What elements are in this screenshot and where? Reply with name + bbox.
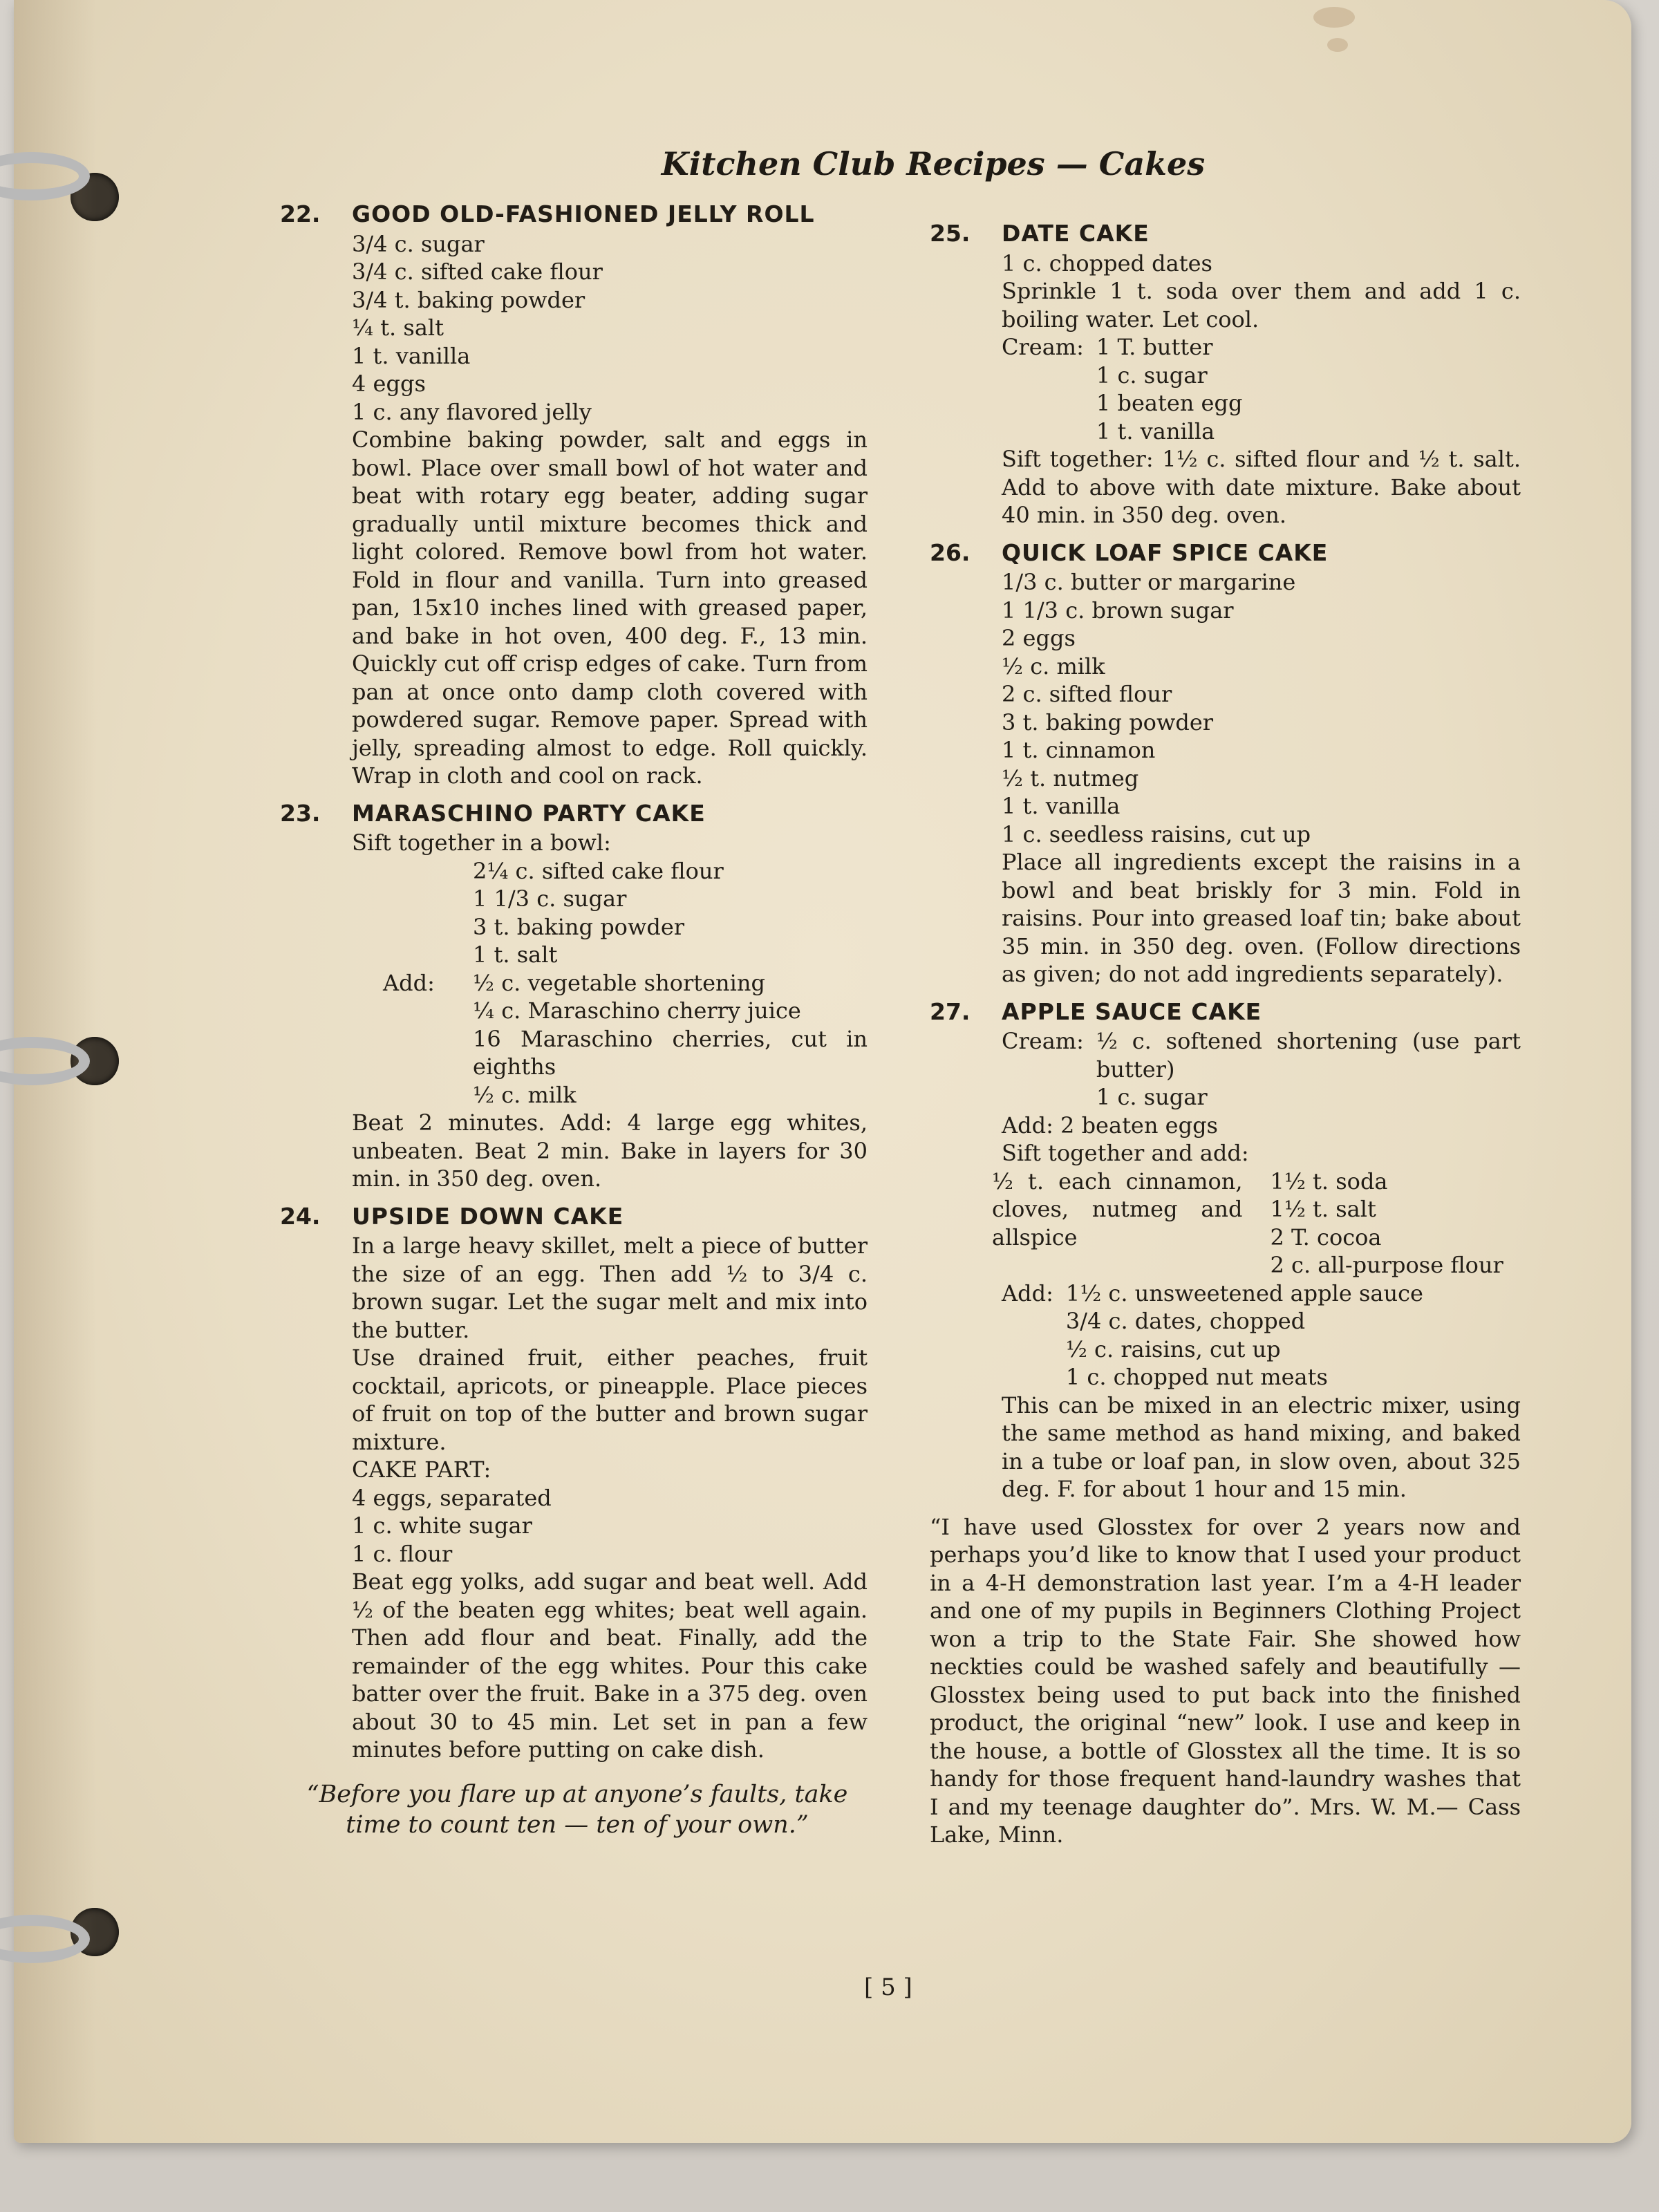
recipe-directions: Place all ingredients except the raisins in a bowl and beat briskly for 3 min. Fold in raisins. Pour into greased loaf tin; bake about 35 min. in 350 deg. oven. (Follow directions as given; do not add ingredients separately).	[1002, 849, 1521, 987]
ingredient: ¼ c. Maraschino cherry juice	[473, 997, 801, 1024]
recipe-directions: Beat egg yolks, add sugar and beat well. Add ½ of the beaten egg whites; beat well again. Then add flour and beat. Finally, add the remainder of the egg whites. Pour this cake batter over the fruit. Bake in a 375 deg. oven about 30 to 45 min. Let set in pan a few minutes before putting on cake dish.	[352, 1568, 868, 1763]
cream-label: Cream:	[1002, 334, 1084, 360]
recipe-22	[280, 200, 868, 790]
ingredient: ½ c. vegetable shortening	[473, 969, 765, 996]
ingredient: 1 t. vanilla	[352, 342, 471, 369]
sift-right-list	[1271, 1168, 1521, 1280]
ingredient: 1 t. vanilla	[1096, 418, 1215, 444]
ingredient: 1 c. flour	[352, 1540, 453, 1567]
cream-block	[1002, 333, 1521, 445]
ingredient: ¼ t. salt	[352, 315, 444, 341]
ingredient: 1 t. vanilla	[1002, 793, 1121, 819]
ingredient: ½ c. raisins, cut up	[1065, 1335, 1281, 1362]
recipe-intro: Sift together in a bowl:	[352, 830, 611, 856]
ingredient: ½ c. milk	[1002, 653, 1105, 679]
add-items	[1066, 1280, 1521, 1391]
ingredient: 1½ c. unsweetened apple sauce	[1065, 1280, 1423, 1306]
section-label: CAKE PART:	[352, 1456, 491, 1483]
recipe-title: GOOD OLD-FASHIONED JELLY ROLL	[352, 200, 815, 227]
ingredient: ½ c. milk	[473, 1081, 577, 1108]
recipe-number: 25.	[930, 220, 971, 247]
add-label: Add:	[383, 969, 435, 996]
ingredient: 1 c. any flavored jelly	[352, 398, 592, 425]
left-column	[280, 200, 868, 1840]
add-label: Add:	[1002, 1280, 1053, 1306]
recipe-number: 24.	[280, 1202, 321, 1230]
recipe-23	[280, 800, 868, 1193]
ingredient: 4 eggs, separated	[352, 1484, 552, 1511]
recipe-number: 23.	[280, 799, 321, 827]
recipe-number: 26.	[930, 538, 971, 566]
recipe-title: APPLE SAUCE CAKE	[1002, 997, 1262, 1025]
ingredient: 4 eggs	[352, 371, 426, 397]
ingredient: 2 c. all-purpose flour	[1270, 1252, 1503, 1278]
quote	[280, 1779, 868, 1840]
recipe-24	[280, 1203, 868, 1764]
page-stain	[1313, 7, 1355, 28]
sift-label: Sift together and add:	[1002, 1140, 1249, 1166]
ingredient: 1 t. cinnamon	[1002, 737, 1156, 763]
page-title: Kitchen Club Recipes — Cakes	[661, 145, 1206, 182]
ingredient: 16 Maraschino cherries, cut in eighths	[473, 1025, 868, 1080]
recipe-26	[930, 539, 1521, 988]
recipe-directions: Sift together: 1½ c. sifted flour and ½ t. salt. Add to above with date mixture. Bake about 40 min. in 350 deg. oven.	[1002, 446, 1521, 528]
ingredient: 1½ t. salt	[1270, 1196, 1376, 1222]
testimonial: “I have used Glosstex for over 2 years now and perhaps you’d like to know that I used your product in a 4-H demonstration last year. I’m a 4-H leader and one of my pupils in Beginners Clothing Project won a trip to the State Fair. She showed how neckties could be washed safely and beautifully — Glosstex being used to put back into the finished product, the original “new” look. I use and keep in the house, a bottle of Glosstex all the time. It is so handy for those frequent hand-laundry washes that I and my teenage daughter do”. Mrs. W. M.— Cass Lake, Minn.	[930, 1513, 1521, 1848]
quote-line: “Before you flare up at anyone’s faults, take	[306, 1780, 848, 1808]
ingredient: 1 c. sugar	[1096, 362, 1208, 388]
sift-block	[992, 1168, 1521, 1280]
ingredient: 2 c. sifted flour	[1002, 681, 1172, 707]
right-column	[930, 220, 1521, 1849]
ingredient: 3/4 c. sugar	[352, 230, 485, 257]
ingredient: 2 eggs	[1002, 625, 1076, 651]
ingredient: 2¼ c. sifted cake flour	[473, 857, 724, 884]
recipe-title: UPSIDE DOWN CAKE	[352, 1202, 624, 1230]
page-stain	[1327, 38, 1348, 52]
ingredient: 3 t. baking powder	[473, 913, 685, 940]
ingredient: 1 1/3 c. sugar	[473, 885, 627, 912]
ingredient: 1 beaten egg	[1096, 390, 1243, 416]
add-block	[352, 969, 868, 1109]
recipe-title: DATE CAKE	[1002, 220, 1150, 247]
ingredient: 1 c. sugar	[1096, 1084, 1208, 1110]
ingredient: 2 T. cocoa	[1270, 1224, 1382, 1250]
ingredient: 1½ t. soda	[1270, 1168, 1388, 1194]
recipe-title: QUICK LOAF SPICE CAKE	[1002, 538, 1329, 566]
add-line: Add: 2 beaten eggs	[1002, 1112, 1218, 1138]
recipe-title: MARASCHINO PARTY CAKE	[352, 799, 706, 827]
recipe-paragraph: In a large heavy skillet, melt a piece of butter the size of an egg. Then add ½ to 3/4 c. brown sugar. Let the sugar melt and mix into the butter.	[352, 1232, 868, 1343]
recipe-number: 22.	[280, 200, 321, 227]
recipe-paragraph: Use drained fruit, either peaches, fruit cocktail, apricots, or pineapple. Place pieces of fruit on top of the butter and brown sugar mixture.	[352, 1344, 868, 1455]
spice-list: ½ t. each cinnamon, cloves, nutmeg and allspice	[992, 1168, 1243, 1250]
ingredient: 3/4 c. sifted cake flour	[352, 259, 603, 285]
ingredient: ½ c. softened shortening (use part butter)	[1096, 1028, 1521, 1082]
recipe-directions: This can be mixed in an electric mixer, using the same method as hand mixing, and baked in a tube or loaf pan, in slow oven, about 325 deg. F. for about 1 hour and 15 min.	[1002, 1391, 1521, 1502]
recipe-27	[930, 998, 1521, 1503]
cream-items	[1096, 1027, 1521, 1112]
ingredient: 1 t. salt	[473, 941, 558, 968]
add-items	[473, 969, 868, 1109]
ingredient: 1/3 c. butter or margarine	[1002, 569, 1296, 595]
ingredient: 1 1/3 c. brown sugar	[1002, 597, 1234, 624]
cream-label: Cream:	[1002, 1028, 1084, 1054]
page-number: [ 5 ]	[864, 1974, 912, 2001]
ingredient: 1 c. seedless raisins, cut up	[1002, 821, 1311, 847]
ingredient: ½ t. nutmeg	[1002, 765, 1139, 791]
ingredient: 1 c. chopped nut meats	[1065, 1364, 1328, 1390]
cream-items	[1096, 333, 1521, 445]
recipe-number: 27.	[930, 997, 971, 1025]
ingredient: 1 c. chopped dates	[1002, 250, 1212, 276]
add-block	[1002, 1280, 1521, 1391]
recipe-directions: Beat 2 minutes. Add: 4 large egg whites, unbeaten. Beat 2 min. Bake in layers for 30 min. in 350 deg. oven.	[352, 1109, 868, 1192]
cream-block	[1002, 1027, 1521, 1112]
recipe-25	[930, 220, 1521, 529]
cookbook-page	[14, 0, 1631, 2143]
ingredient: 1 c. white sugar	[352, 1512, 532, 1539]
ingredient: 1 T. butter	[1096, 334, 1213, 360]
recipe-paragraph: Sprinkle 1 t. soda over them and add 1 c. boiling water. Let cool.	[1002, 278, 1521, 332]
quote-line: time to count ten — ten of your own.”	[346, 1810, 809, 1839]
ingredient: 3/4 t. baking powder	[352, 286, 585, 313]
ingredient: 3 t. baking powder	[1002, 709, 1214, 735]
ingredient: 3/4 c. dates, chopped	[1065, 1308, 1306, 1334]
recipe-directions: Combine baking powder, salt and eggs in bowl. Place over small bowl of hot water and beat with rotary egg beater, adding sugar gradually until mixture becomes thick and light colored. Remove bowl from hot water. Fold in flour and vanilla. Turn into greased pan, 15x10 inches lined with greased paper, and bake in hot oven, 400 deg. F., 13 min. Quickly cut off crisp edges of cake. Turn from pan at once onto damp cloth covered with powdered sugar. Remove paper. Spread with jelly, spreading almost to edge. Roll quickly. Wrap in cloth and cool on rack.	[352, 427, 868, 789]
